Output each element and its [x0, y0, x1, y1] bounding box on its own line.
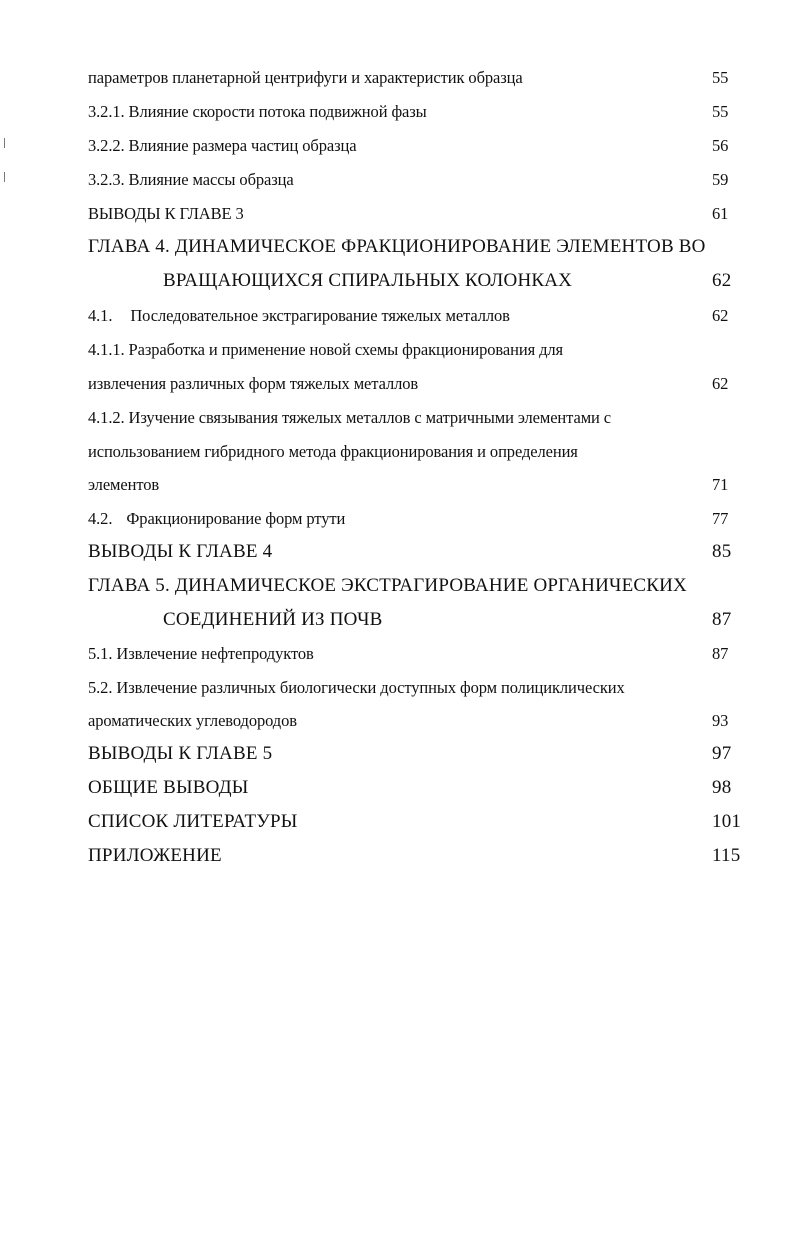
- toc-entry-title: 4.1.1. Разработка и применение новой схемы фракционирования для: [88, 340, 564, 359]
- toc-entry[interactable]: [0, 336, 799, 364]
- toc-entry[interactable]: [0, 707, 799, 735]
- toc-entry-title: [88, 505, 345, 533]
- toc-entry-page: 85: [712, 541, 732, 562]
- toc-entry-page: 61: [712, 204, 729, 223]
- toc-entry-title: ОБЩИЕ ВЫВОДЫ: [88, 777, 249, 798]
- toc-entry-title: 5.2. Извлечение различных биологически доступных форм полициклических: [88, 678, 625, 697]
- toc-entry-title: ароматических углеводородов: [88, 711, 297, 730]
- toc-entry[interactable]: [0, 132, 799, 160]
- toc-entry-text: Последовательное экстрагирование тяжелых металлов: [130, 306, 510, 325]
- toc-entry-page: 71: [712, 475, 729, 494]
- toc-chapter-heading[interactable]: [0, 233, 799, 261]
- toc-entry[interactable]: [0, 404, 799, 432]
- toc-entry-title: 3.2.1. Влияние скорости потока подвижной фазы: [88, 102, 427, 121]
- toc-entry-title: ГЛАВА 4. ДИНАМИЧЕСКОЕ ФРАКЦИОНИРОВАНИЕ ЭЛЕМЕНТОВ ВО: [88, 236, 706, 257]
- toc-entry-page: 77: [712, 509, 729, 528]
- toc-entry-page: 62: [712, 306, 729, 325]
- toc-entry[interactable]: [0, 166, 799, 194]
- toc-entry-title: ПРИЛОЖЕНИЕ: [88, 845, 222, 866]
- toc-entry[interactable]: [0, 505, 799, 533]
- toc-entry-title: ВЫВОДЫ К ГЛАВЕ 3: [88, 204, 244, 223]
- toc-entry-page: 97: [712, 743, 732, 764]
- toc-entry[interactable]: [0, 98, 799, 126]
- toc-chapter-heading[interactable]: [0, 267, 799, 295]
- toc-entry[interactable]: [0, 808, 799, 836]
- toc-entry[interactable]: [0, 740, 799, 768]
- toc-entry[interactable]: [0, 538, 799, 566]
- toc-entry-number: 4.2.: [88, 509, 113, 528]
- toc-entry-title: элементов: [88, 475, 160, 494]
- toc-entry[interactable]: [0, 200, 799, 228]
- toc-entry-page: 101: [712, 811, 742, 832]
- toc-entry-page: 55: [712, 102, 729, 121]
- toc-entry-text: Фракционирование форм ртути: [126, 509, 346, 528]
- toc-chapter-heading[interactable]: [0, 606, 799, 634]
- toc-entry-title: ВЫВОДЫ К ГЛАВЕ 5: [88, 743, 273, 764]
- toc-entry-number: 4.1.: [88, 306, 113, 325]
- toc-entry[interactable]: [0, 674, 799, 702]
- toc-entry[interactable]: [0, 302, 799, 330]
- toc-entry-page: 62: [712, 374, 729, 393]
- toc-entry-title: 5.1. Извлечение нефтепродуктов: [88, 644, 314, 663]
- toc-entry-title: извлечения различных форм тяжелых металлов: [88, 374, 419, 393]
- toc-entry-title: ВЫВОДЫ К ГЛАВЕ 4: [88, 541, 273, 562]
- toc-entry-title: СПИСОК ЛИТЕРАТУРЫ: [88, 811, 298, 832]
- toc-entry-page: 62: [712, 270, 732, 291]
- toc-entry-page: 87: [712, 609, 732, 630]
- toc-entry[interactable]: [0, 438, 799, 466]
- toc-chapter-heading[interactable]: [0, 572, 799, 600]
- toc-entry[interactable]: [0, 471, 799, 499]
- toc-entry-title: 3.2.3. Влияние массы образца: [88, 170, 294, 189]
- toc-entry-page: 59: [712, 170, 729, 189]
- toc-entry-page: 98: [712, 777, 732, 798]
- toc-entry-title: СОЕДИНЕНИЙ ИЗ ПОЧВ: [163, 609, 383, 630]
- toc-entry-title: 3.2.2. Влияние размера частиц образца: [88, 136, 357, 155]
- toc-entry-title: параметров планетарной центрифуги и характеристик образца: [88, 68, 523, 87]
- toc-entry[interactable]: [0, 64, 799, 92]
- toc-entry-page: 87: [712, 644, 729, 663]
- toc-entry-page: 115: [712, 845, 741, 866]
- toc-entry[interactable]: [0, 370, 799, 398]
- toc-entry-title: 4.1.2. Изучение связывания тяжелых металлов с матричными элементами с: [88, 408, 612, 427]
- toc-entry-title: использованием гибридного метода фракционирования и определения: [88, 442, 578, 461]
- toc-entry-title: [88, 302, 510, 330]
- toc-entry[interactable]: [0, 774, 799, 802]
- toc-entry[interactable]: [0, 640, 799, 668]
- toc-entry-page: 56: [712, 136, 729, 155]
- toc-entry-title: ГЛАВА 5. ДИНАМИЧЕСКОЕ ЭКСТРАГИРОВАНИЕ ОРГАНИЧЕСКИХ: [88, 575, 687, 596]
- toc-entry-title: ВРАЩАЮЩИХСЯ СПИРАЛЬНЫХ КОЛОНКАХ: [163, 270, 573, 291]
- toc-entry-page: 55: [712, 68, 729, 87]
- toc-entry[interactable]: [0, 842, 799, 870]
- toc-entry-page: 93: [712, 711, 729, 730]
